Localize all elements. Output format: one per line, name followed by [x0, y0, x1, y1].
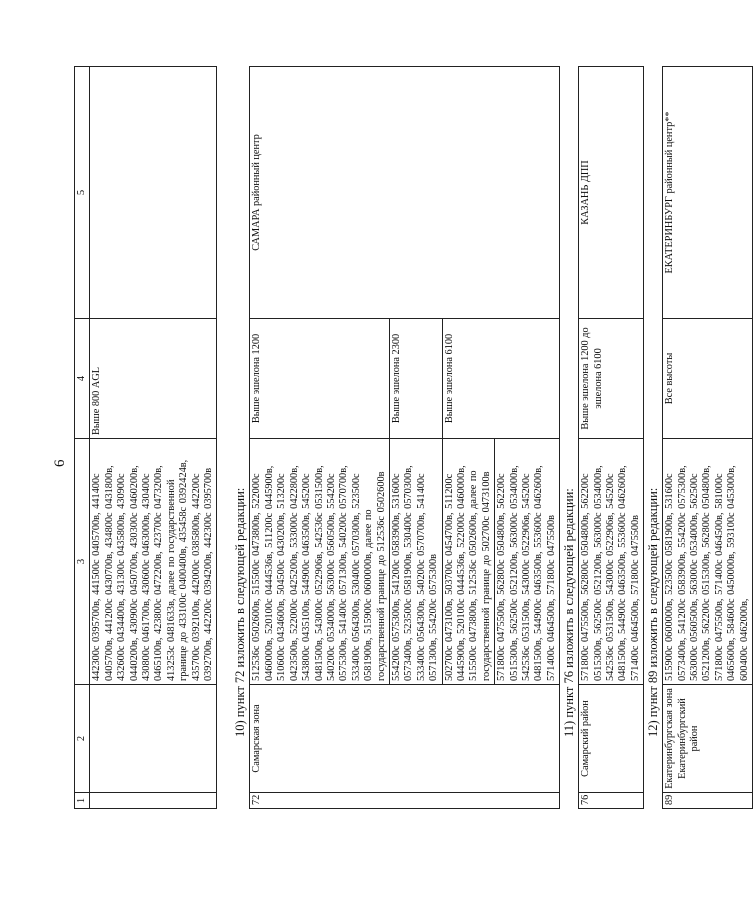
item-number: 72: [250, 793, 560, 809]
table-row: [579, 67, 644, 809]
header-cell: 4: [75, 319, 90, 439]
altitude-cell: Выше 800 AGL: [90, 319, 217, 439]
altitude-cell: Выше эшелона 1200 до эшелона 6100: [579, 319, 644, 439]
header-cell: 1: [75, 793, 90, 809]
coords-cell: 571800c 0475500в, 562800c 0504800в, 562200c 0515300в, 562500c 0521200в, 563000c 0534000в, 542536c 0531500в, 543000c 0522906в, 545200c 0481500в, 544900c 0463500в, 553600c 0462600в, 571400c 0464500в, 571800c 0475500в: [495, 439, 560, 685]
center-cell: САМАРА районный центр: [250, 67, 560, 319]
zone-name: Самарская зона: [250, 685, 560, 793]
center-cell: КАЗАНЬ ДПП: [579, 67, 644, 319]
altitude-cell: Выше эшелона 1200: [250, 319, 389, 439]
section-title: 11) пункт 76 изложить в следующей редакции:: [562, 488, 577, 737]
header-cell: 3: [75, 439, 90, 685]
table-row: [663, 67, 753, 809]
item-number: 89: [663, 793, 753, 809]
header-row: [75, 67, 90, 809]
table-item-72: [249, 66, 560, 809]
header-cell: 5: [75, 67, 90, 319]
table-row: [250, 67, 389, 809]
section-title: 12) пункт 89 изложить в следующей редакции:: [646, 487, 661, 737]
page-number: 6: [52, 459, 68, 467]
table-row: [90, 67, 217, 809]
header-cell: 2: [75, 685, 90, 793]
altitude-cell: Выше эшелона 6100: [442, 319, 560, 439]
table-item-76: [578, 66, 644, 809]
coords-cell: 442300c 0395700в, 441500c 0405700в, 441400c 0405700в, 441200c 0430700в, 434800c 0431800в, 432600c 0434400в, 431300c 0435800в, 430900c 0440200в, 430900c 0450700в, 430300c 0460200в, 430800c 0461700в, 430600c 0463000в, 430400c 0465100в, 423800c 0472200в, 423700c 0473200в, 413253c 0481633в, далее по государственной границе до 433100c 0400400в, 435458c 0392424в, 435700c 0392100в, 442000c 0385800в, 442200c 0392700в, 442200c 0394200в, 442300c 0395700в: [90, 439, 217, 685]
content: [74, 67, 753, 809]
table-item-89: [662, 66, 753, 809]
center-cell: ЕКАТЕРИНБУРГ районный центр**: [663, 67, 753, 319]
zone-name: Екатеринбургская зона Екатеринбургский район: [663, 685, 753, 793]
coords-cell: 554200c 0575300в, 541200c 0583900в, 531600c 0573400в, 523500c 0581900в, 530400c 0570300в, 533400c 0564300в, 540200c 0570700в, 541400c 0571300в, 554200c 0575300в: [389, 439, 442, 685]
altitude-cell: Все высоты: [663, 319, 753, 439]
coords-cell: 502700c 0473100в, 503700c 0454700в, 511200c 0445900в, 520100c 0444536в, 522000c 0460000в, 515500c 0473800в, 512536c 0502600в, далее по государственной границе до 502700c 0473100в: [442, 439, 495, 685]
item-number: 76: [579, 793, 644, 809]
altitude-cell: Выше эшелона 2300: [389, 319, 442, 439]
zone-name: Самарский район: [579, 685, 644, 793]
coords-cell: 512536c 0502600в, 515500c 0473800в, 522000c 0460000в, 520100c 0444536в, 511200c 0445900в, 510600c 0434600в, 504500c 0430200в, 513200c 0423500в, 522000c 0425200в, 533000c 0422800в, 543800c 0435100в, 544900c 0463500в, 545200c 0481500в, 543000c 0522906в, 542536c 0531500в, 540200c 0534000в, 563000c 0560500в, 554200c 0575300в, 541400c 0571300в, 540200c 0570700в, 533400c 0564300в, 530400c 0570300в, 523500c 0581900в, 515900c 0600000в, далее по государственной границе до 512536c 0502600в: [250, 439, 389, 685]
table-continued: [74, 66, 217, 809]
section-title: 10) пункт 72 изложить в следующей редакции:: [233, 487, 248, 737]
coords-cell: 515900c 0600000в, 523500c 0581900в, 531600c 0573400в, 541200c 0583900в, 554200c 0575300в, 563000c 0560500в, 563000c 0534000в, 562500c 0521200в, 562200c 0515300в, 562800c 0504800в, 571800c 0475500в, 571400c 0464500в, 581000c 0465600в, 584600c 0450000в, 593100c 0453000в, 600400c 0462000в,: [663, 439, 753, 685]
coords-cell: 571800c 0475500в, 562800c 0504800в, 562200c 0515300в, 562500c 0521200в, 563000c 0534000в, 542536c 0531500в, 543000c 0522906в, 545200c 0481500в, 544900c 0463500в, 553600c 0462600в, 571400c 0464500в, 571800c 0475500в: [579, 439, 644, 685]
